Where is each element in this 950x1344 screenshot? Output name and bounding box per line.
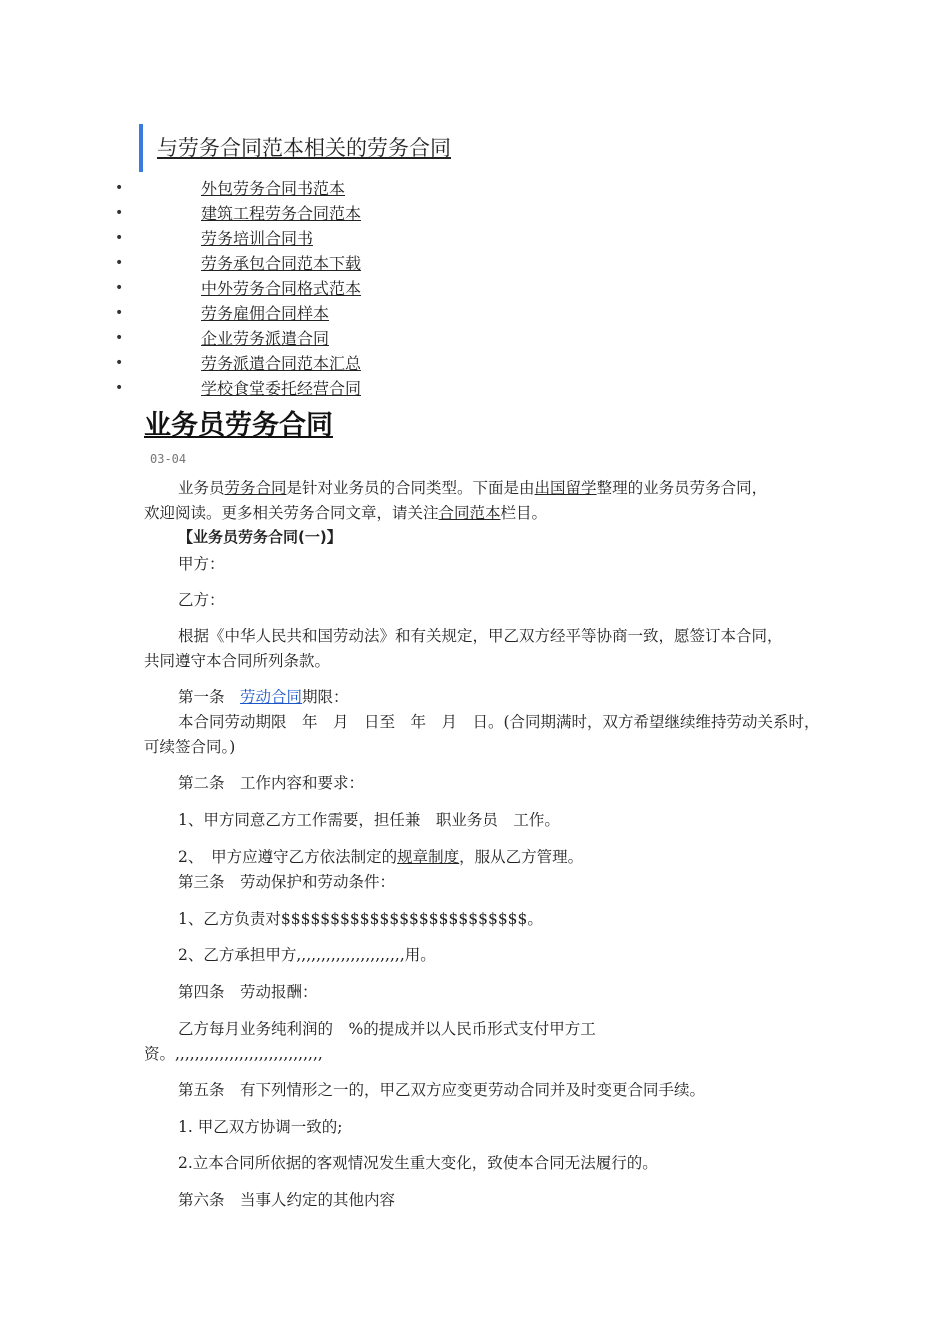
bullet-icon: • <box>115 355 124 371</box>
article-5-item-2: 2.立本合同所依据的客观情况发生重大变化，致使本合同无法履行的。 <box>178 1154 658 1172</box>
article-1-text-1: 本合同劳动期限 年 月 日至 年 月 日。(合同期满时，双方希望继续维持劳动关系时， <box>178 713 820 731</box>
bullet-icon: • <box>115 180 124 196</box>
list-item <box>0 176 600 201</box>
article-4-heading: 第四条 劳动报酬： <box>178 983 318 1001</box>
related-section-heading <box>139 124 451 172</box>
intro-text: 业务员 <box>178 479 225 497</box>
list-item <box>0 251 600 276</box>
bullet-icon: • <box>115 230 124 246</box>
related-link[interactable]: 建筑工程劳务合同范本 <box>201 204 362 223</box>
article-1-heading <box>178 685 349 707</box>
article-2-item-1: 1、甲方同意乙方工作需要，担任兼 职业务员 工作。 <box>178 811 560 829</box>
bullet-icon: • <box>115 380 124 396</box>
article-5-item-1: 1. 甲乙双方协调一致的; <box>178 1118 343 1136</box>
article-2-item-2-text: ，服从乙方管理。 <box>459 848 584 866</box>
intro-line-2 <box>144 501 547 523</box>
bullet-icon: • <box>115 305 124 321</box>
article-2-item-2 <box>178 845 583 867</box>
article-4-text-1: 乙方每月业务纯利润的 %的提成并以人民币形式支付甲方工 <box>178 1020 596 1038</box>
labor-contract-blue-link[interactable]: 劳动合同 <box>240 688 303 706</box>
intro-text: 欢迎阅读。更多相关劳务合同文章，请关注 <box>144 504 439 522</box>
article-2-heading: 第二条 工作内容和要求： <box>178 774 365 792</box>
related-list <box>0 176 600 401</box>
article-6-heading: 第六条 当事人约定的其他内容 <box>178 1191 396 1209</box>
party-b: 乙方： <box>178 591 225 609</box>
bullet-icon: • <box>115 205 124 221</box>
list-item <box>0 376 600 401</box>
related-link[interactable]: 劳务承包合同范本下载 <box>201 254 362 273</box>
bullet-icon: • <box>115 280 124 296</box>
party-a: 甲方： <box>178 555 225 573</box>
article-3-item-1: 1、乙方负责对$$$$$$$$$$$$$$$$$$$$$$$$$。 <box>178 910 543 928</box>
related-link[interactable]: 学校食堂委托经营合同 <box>201 379 362 398</box>
related-link[interactable]: 中外劳务合同格式范本 <box>201 279 362 298</box>
contract-template-link[interactable]: 合同范本 <box>438 504 501 522</box>
article-2-item-2-text: 2、 甲方应遵守乙方依法制定的 <box>178 848 398 866</box>
list-item <box>0 201 600 226</box>
list-item <box>0 226 600 251</box>
list-item <box>0 301 600 326</box>
related-heading-link[interactable]: 与劳务合同范本相关的劳务合同 <box>157 136 451 160</box>
article-1-suffix: 期限： <box>302 688 349 706</box>
intro-text: 是针对业务员的合同类型。下面是由 <box>286 479 535 497</box>
related-link[interactable]: 劳务培训合同书 <box>201 229 314 248</box>
bullet-icon: • <box>115 330 124 346</box>
rules-link[interactable]: 规章制度 <box>397 848 460 866</box>
related-link[interactable]: 外包劳务合同书范本 <box>201 179 346 198</box>
list-item <box>0 326 600 351</box>
article-3-item-2: 2、乙方承担甲方,,,,,,,,,,,,,,,,,,,,,,用。 <box>178 946 436 964</box>
article-4-text-2: 资。,,,,,,,,,,,,,,,,,,,,,,,,,,,,,, <box>144 1045 323 1063</box>
article-date: 03-04 <box>150 452 187 466</box>
labor-contract-link[interactable]: 劳务合同 <box>224 479 287 497</box>
study-abroad-link[interactable]: 出国留学 <box>534 479 597 497</box>
article-title[interactable]: 业务员劳务合同 <box>144 410 333 441</box>
related-link[interactable]: 劳务派遣合同范本汇总 <box>201 354 362 373</box>
preamble-line-1: 根据《中华人民共和国劳动法》和有关规定，甲乙双方经平等协商一致，愿签订本合同， <box>178 627 783 645</box>
preamble-line-2: 共同遵守本合同所列条款。 <box>144 652 331 670</box>
related-link[interactable]: 劳务雇佣合同样本 <box>201 304 330 323</box>
related-link[interactable]: 企业劳务派遣合同 <box>201 329 330 348</box>
list-item <box>0 351 600 376</box>
intro-text: 整理的业务员劳务合同， <box>596 479 768 497</box>
bullet-icon: • <box>115 255 124 271</box>
article-1-text-2: 可续签合同。) <box>144 738 236 756</box>
intro-text: 栏目。 <box>500 504 548 522</box>
article-1-prefix: 第一条 <box>178 688 241 706</box>
intro-line-1 <box>178 476 767 498</box>
article-5-heading: 第五条 有下列情形之一的，甲乙双方应变更劳动合同并及时变更合同手续。 <box>178 1081 706 1099</box>
list-item <box>0 276 600 301</box>
article-3-heading: 第三条 劳动保护和劳动条件： <box>178 873 396 891</box>
contract-subheading: 【业务员劳务合同(一)】 <box>178 528 342 546</box>
